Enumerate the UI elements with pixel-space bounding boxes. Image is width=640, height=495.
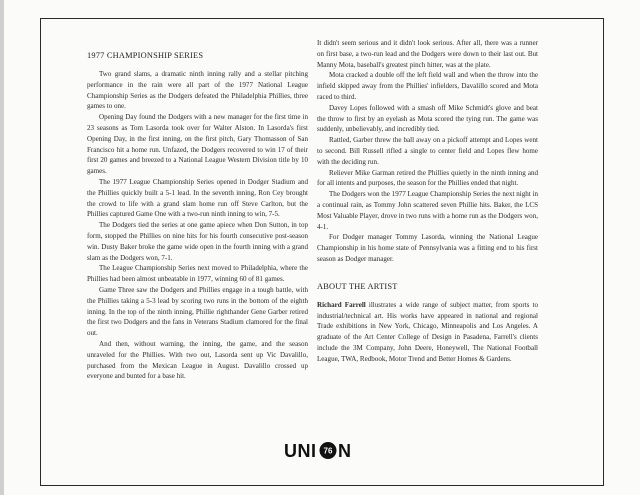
artist-bio-text: illustrates a wide range of subject matter, from sports to industrial/technical art. His works have appeared in national and regional Trade exhibitions in New York, Chicago, Minneapolis and Los Angeles. A graduate of the Art Center College of Design in Pasadena, Farrell's clients include the 3M Company, John Deere, Honeywell, The National Football League, TWA, Redbook, Motor Trend and Better Homes & Gardens. [317, 300, 538, 363]
paragraph: The Dodgers tied the series at one game apiece when Don Sutton, in top form, stopped the Phillies on nine hits for his fourth consecutive post-season win. Dusty Baker broke the game wide open in the fourth inning with a grand slam as the Dodgers won, 7-1. [87, 221, 308, 262]
union-76-logo-graphic [283, 438, 355, 462]
paragraph: Two grand slams, a dramatic ninth inning rally and a stellar pitching performance in the rain were all part of the 1977 National League Championship Series as the Dodgers defeated the Philadelphia Phillies, three games to one. [87, 70, 308, 111]
paragraph: Mota cracked a double off the left field wall and when the throw into the infield skipped away from the Phillies' infielders, Davalillo scored and Mota raced to third. [317, 71, 538, 101]
artist-name: Richard Farrell [317, 300, 366, 309]
logo-union-text-end: N [338, 441, 351, 461]
paragraph: It didn't seem serious and it didn't look serious. After all, there was a runner on first base, a two-run lead and the Dodgers were down to their last out. But Manny Mota, baseball's greatest pinch hitter, was at the plate. [317, 39, 538, 69]
paragraph: Davey Lopes followed with a smash off Mike Schmidt's glove and beat the throw to first by an eyelash as Mota scored the tying run. The game was suddenly, unbelievably, and incredibly tied. [317, 103, 538, 134]
section-title: 1977 CHAMPIONSHIP SERIES [87, 51, 204, 60]
paragraph: Rattled, Garber threw the ball away on a pickoff attempt and Lopes went to second. Bill Russell rifled a single to center field and Lopes flew home with the deciding run. [317, 136, 538, 166]
paragraph: And then, without warning, the inning, the game, and the season unraveled for the Phillies. With two out, Lasorda sent up Vic Davalillo, purchased from the Mexican League in August. Davalillo crossed up everyone and bunted for a base hit. [87, 339, 308, 381]
artist-bio [317, 300, 538, 365]
paragraph: Reliever Mike Garman retired the Phillies quietly in the ninth inning and for all intents and purposes, the season for the Phillies ended that night. [317, 168, 538, 188]
artist-heading: ABOUT THE ARTIST [317, 281, 398, 291]
paragraph: For Dodger manager Tommy Lasorda, winning the National League Championship in his home state of Pennsylvania was a fitting end to his first season as Dodger manager. [317, 233, 538, 263]
paragraph: Game Three saw the Dodgers and Phillies engage in a tough battle, with the Phillies taking a 5-3 lead by scoring two runs in the bottom of the eighth inning. In the top of the ninth inning, Phillie righthander Gene Garber retired the first two Dodgers and the fans in Veterans Stadium clamored for the final out. [87, 285, 308, 338]
paragraph: Opening Day found the Dodgers with a new manager for the first time in 23 seasons as Tom Lasorda took over for Walter Alston. In Lasorda's first Opening Day, in the first inning, on the first pitch, Gary Thomasson of San Francisco hit a home run. Unfazed, the Dodgers recovered to win 17 of their first 20 games and breezed to a National League Western Division title by 10 games. [87, 113, 308, 176]
logo-76-number: 76 [323, 446, 333, 456]
left-column [87, 50, 308, 382]
logo-union-text: UNI [284, 441, 317, 461]
right-column [317, 38, 538, 365]
paragraph: The Dodgers won the 1977 League Championship Series the next night in a continual rain, as Tommy John scattered seven Phillie hits. Baker, the LCS Most Valuable Player, drove in two runs with a home run as the Dodgers won, 4-1. [317, 190, 538, 231]
paragraph: The 1977 League Championship Series opened in Dodger Stadium and the Phillies quickly built a 5-1 lead. In the seventh inning, Ron Cey brought the crowd to life with a grand slam home run off Steve Carlton, but the Phillies captured Game One with a two-run ninth inning to win, 7-5. [87, 177, 308, 219]
scan-edge [0, 0, 4, 495]
paragraph: The League Championship Series next moved to Philadelphia, where the Phillies had been almost unbeatable in 1977, winning 60 of 81 games. [87, 264, 308, 284]
union-76-logo [283, 438, 355, 462]
